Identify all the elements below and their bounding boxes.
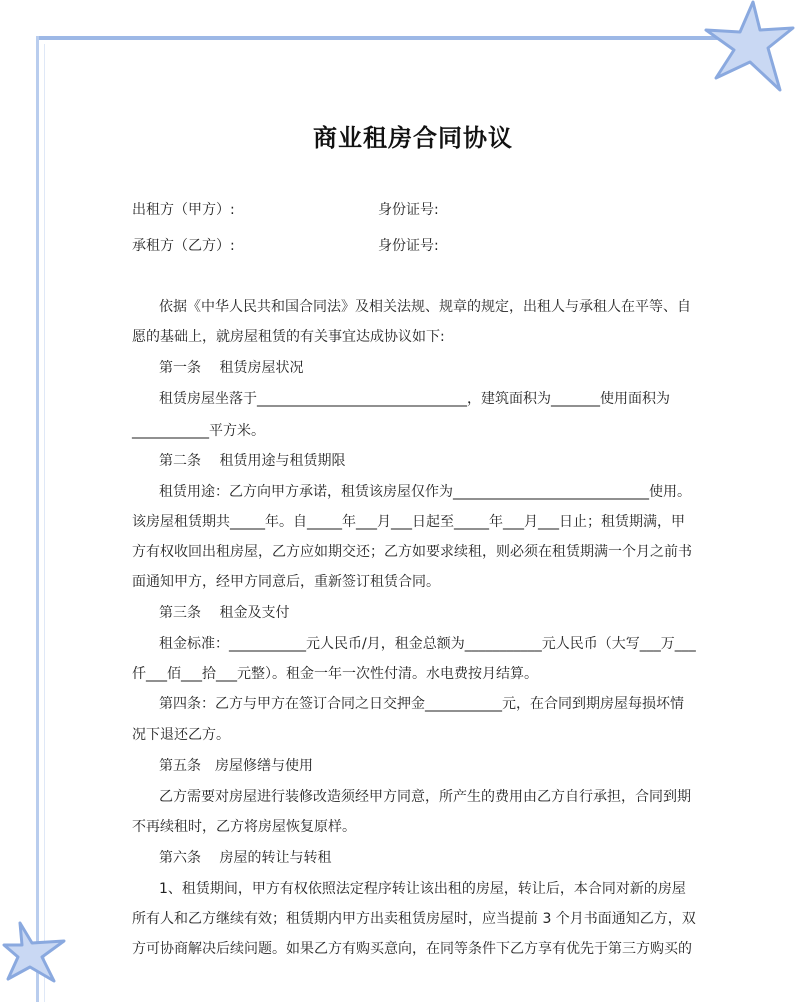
- intro-line: 依据《中华人民共和国合同法》及相关法规、规章的规定，出租人与承租人在平等、自: [159, 299, 691, 315]
- intro-line: 愿的基础上，就房屋租赁的有关事宜达成协议如下:: [132, 329, 445, 345]
- clause-line: 方可协商解决后续问题。如果乙方有购买意向，在同等条件下乙方享有优先于第三方购买的: [132, 941, 692, 957]
- clause-line: 1、租赁期间，甲方有权依照法定程序转让该出租的房屋，转让后，本合同对新的房屋: [159, 881, 686, 897]
- article-heading: 第五条 房屋修缮与使用: [159, 758, 313, 774]
- clause-line: 租赁房屋坐落于______________________________，建筑面积为_______使用面积为: [159, 391, 670, 407]
- article-heading: 第六条 房屋的转让与转租: [159, 850, 332, 866]
- clause-line: 面通知甲方，经甲方同意后，重新签订租赁合同。: [132, 574, 440, 590]
- clause-line: 方有权收回出租房屋，乙方应如期交还；乙方如要求续租，则必须在租赁期满一个月之前书: [132, 544, 692, 560]
- lessee-id-label: 身份证号:: [378, 238, 439, 254]
- clause-line: 租赁用途：乙方向甲方承诺，租赁该房屋仅作为____________________________使用。: [159, 484, 691, 500]
- lessor-id-label: 身份证号:: [378, 202, 439, 218]
- clause-line: ___________平方米。: [132, 423, 265, 439]
- clause-line: 所有人和乙方继续有效；租赁期内甲方出卖租赁房屋时，应当提前 3 个月书面通知乙方，双: [132, 911, 696, 927]
- clause-line: 该房屋租赁期共_____年。自_____年___月___日起至_____年___月___日止；租赁期满，甲: [132, 514, 685, 530]
- article-heading: 第三条 租金及支付: [159, 605, 290, 621]
- clause-line: 租金标准：___________元人民币/月，租金总额为___________元人民币（大写___万___: [159, 636, 696, 652]
- article-heading: 第一条 租赁房屋状况: [159, 360, 304, 376]
- lessee-label: 承租方（乙方）:: [132, 238, 235, 254]
- document-title: 商业租房合同协议: [313, 124, 513, 152]
- article-heading: 第四条：乙方与甲方在签订合同之日交押金___________元，在合同到期房屋每损坏情: [159, 696, 684, 712]
- clause-line: 仟___佰___拾___元整）。租金一年一次性付清。水电费按月结算。: [132, 666, 538, 682]
- article-heading: 第二条 租赁用途与租赁期限: [159, 453, 346, 469]
- clause-line: 况下退还乙方。: [132, 727, 230, 743]
- clause-line: 乙方需要对房屋进行装修改造须经甲方同意，所产生的费用由乙方自行承担，合同到期: [159, 789, 691, 805]
- lessor-label: 出租方（甲方）:: [132, 202, 235, 218]
- clause-line: 不再续租时，乙方将房屋恢复原样。: [132, 819, 356, 835]
